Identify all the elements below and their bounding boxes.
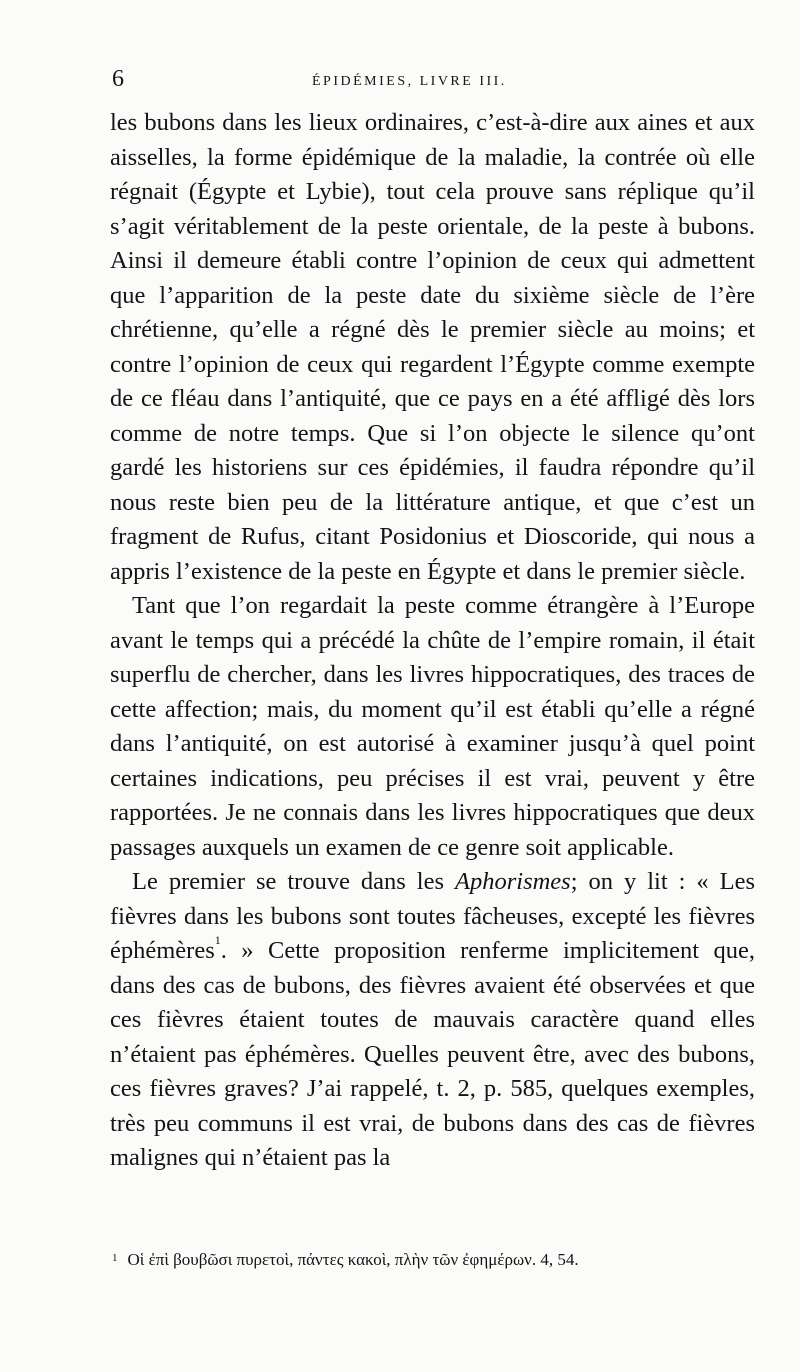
footnote-reference[interactable]: 1 [214, 933, 221, 947]
paragraph-3-text-c: . » Cette proposition renferme implicitement que, dans des cas de bubons, des fièvres avaient été observées et que ces fièvres étaient toutes de mauvais caractère quand elles n’étaient pas éphémères. Quelles peuvent être, avec des bubons, ces fièvres graves? J’ai rappelé, t. 2, p. 585, quelques exemples, très peu communs il est vrai, de bubons dans des cas de fièvres malignes qui n’étaient pas la [110, 937, 755, 1171]
paragraph-1: les bubons dans les lieux ordinaires, c’est-à-dire aux aines et aux aisselles, la forme épidémique de la maladie, la contrée où elle régnait (Égypte et Lybie), tout cela prouve sans réplique qu’il s’agit véritablement de la peste orientale, de la peste à bubons. Ainsi il demeure établi contre l’opinion de ceux qui admettent que l’apparition de la peste date du sixième siècle de l’ère chrétienne, qu’elle a régné dès le premier siècle au moins; et contre l’opinion de ceux qui regardent l’Égypte comme exempte de ce fléau dans l’antiquité, que ce pays en a été affligé dès lors comme de notre temps. Que si l’on objecte le silence qu’ont gardé les historiens sur ces épidémies, il faudra répondre qu’il nous reste bien peu de la littérature antique, et que c’est un fragment de Rufus, citant Posidonius et Dioscoride, qui nous a appris l’existence de la peste en Égypte et dans le premier siècle. [110, 109, 755, 585]
footnote-mark: 1 [112, 1252, 118, 1264]
page-header [112, 66, 752, 102]
page-number: 6 [112, 66, 124, 92]
aphorismes-title: Aphorismes [455, 868, 571, 895]
footnote [112, 1248, 757, 1272]
paragraph-3 [110, 865, 755, 1176]
paragraph-3-text-b: ; on y lit : « Les fièvres dans les bubons sont toutes fâcheuses, excepté les fièvres éphémères [110, 868, 755, 964]
paragraph-2: Tant que l’on regardait la peste comme étrangère à l’Europe avant le temps qui a précédé la chûte de l’empire romain, il était superflu de chercher, dans les livres hippocratiques, des traces de cette affection; mais, du moment qu’il est établi qu’elle a régné dans l’antiquité, on est autorisé à examiner jusqu’à quel point certaines indications, peu précises il est vrai, peuvent y être rapportées. Je ne connais dans les livres hippocratiques que deux passages auxquels un examen de ce genre soit applicable. [110, 592, 755, 861]
running-head: ÉPIDÉMIES, LIVRE III. [312, 74, 507, 89]
page-body [110, 106, 755, 1176]
paragraph-3-text-a: Le premier se trouve dans les [132, 868, 456, 895]
footnote-text: Οἱ ἐπὶ βουβῶσι πυρετοὶ, πάντες κακοὶ, πλὴν τῶν ἐφημέρων. 4, 54. [127, 1250, 579, 1269]
